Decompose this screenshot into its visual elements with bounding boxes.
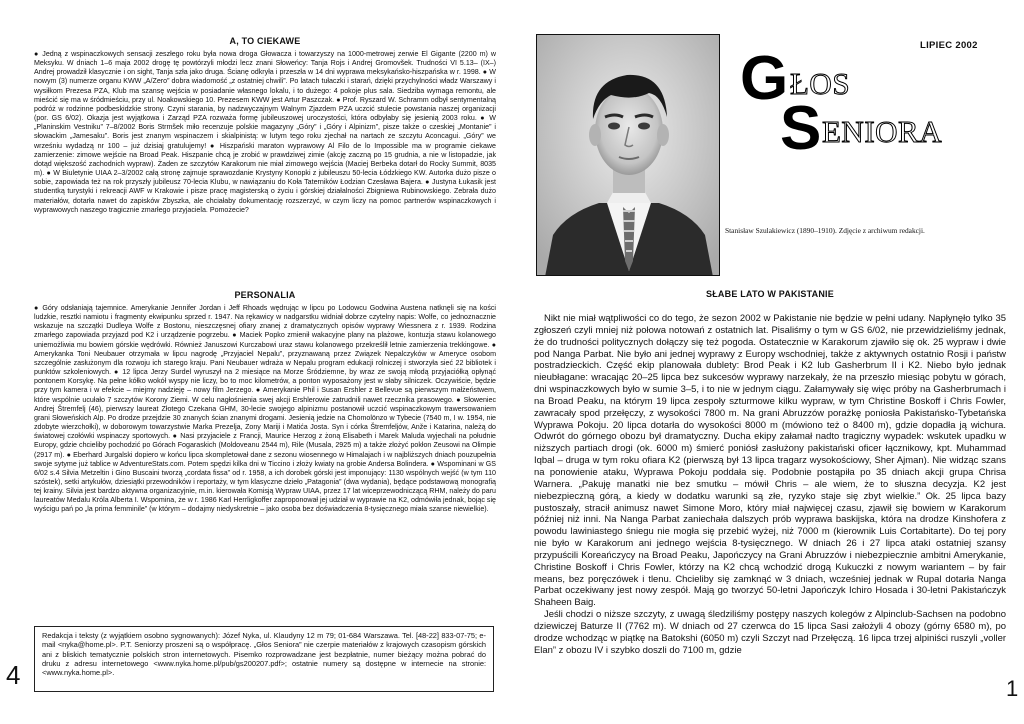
masthead-word-eniora: ENIORA	[822, 114, 943, 149]
section-a-to-ciekawe	[34, 36, 496, 215]
portrait-photo	[536, 34, 720, 276]
masthead-word-los: ŁOS	[790, 66, 851, 101]
pakistan-paragraph-2: Jeśli chodzi o niższe szczyty, z uwagą śledziliśmy postępy naszych kolegów z Alpinclub-Sachsen na podobno dziewiczej Baturze II (7762 m). W dniach od 27 czerwca do 15 lipca Sasi założyli 4 obozy (górny 6580 m), po drodze wchodząc w piątkę na Batokshi (6050 m) czyli Szczyt nad Przełęczą. 16 lipca trzej alpiniści ruszyli „voller Elan” z obozu IV i szybko doszli do 7100 m, gdzie	[534, 609, 1006, 656]
section-body-ciekawe: ● Jedną z wspinaczkowych sensacji zeszłego roku była nowa droga Głowacza i towarzyszy na 1000-metrowej zerwie El Gigante (2200 m) w Meksyku. W dniach 1–6 maja 2002 drogę tę powtórzyli młodzi lecz znani Słoweńcy: Tanja Rojs i Andrej Gromovšek. Trudności VI 5.13– (IX–) Andrej prowadził klasycznie i on sight, Tanja szła jako druga. Ścianę odkryła i przeszła w 14 dni wyprawa meksykańsko-hiszpańska w r. 1998. ● W nowym (3) numerze organu KWW „A/Zero” dobra wiadomość „z ostatniej chwili”. Po latach tułaczki i starań, dzięki przychylności władz Warszawy i wysiłkom Prezesa PZA, Klub ma szansę wejścia w posiadanie własnego lokalu, i to dużego: 4 pokoje plus sala. Siedziba wymaga remontu, ale mieścić się ma w śródmieściu, przy ul. Noakowskiego 10. Prezesem KWW jest Artur Paszczak. ● Prof. Ryszard W. Schramm odbył sentymentalną podróż w rodzinne podbeskidzkie strony. Czyni starania, by nadzwyczajnym Walnym Zjazdem PZA uczcić stulecie powstania naszej organizacji (por. GS 6/02). Okazja jest wyjątkowa i Zarząd PZA rozważa formę jubileuszowej uroczystości, która odbyłaby się jesienią 2003 roku. ● W „Planinskim Vestniku” 7–8/2002 Boris Strmšek miło recenzuje polskie magazyny „Góry” i „Góry i Alpinizm”, pisze także o czeskiej „Montanie” i słowackim „Jamesaku”. Boris jest znanym wspinaczem i skialpinistą: w lutym tego roku zjechał na nartach ze szczytu Aconcagui. „Góry” we wrześniu wydadzą nr 100 – już dzisiaj gratulujemy! ● Hiszpański maraton wyprawowy Al Filo de lo Impossible ma w programie ciekawe zamierzenie: zimowe wejście na Broad Peak. Hiszpanie chcą je zrobić w prawdziwej zimie (akcję zaczną po 15 grudnia, a nie w listopadzie, jak dotąd większość zachodnich wypraw). Żaden ze szczytów Karakorum nie miał zimowego wejścia (Maciej Berbeka dotarł do Rocky Summit, 8035 m). ● W Biuletynie UIAA 2–3/2002 całą stronę zajmuje sprawozdanie Krystyny Konopki z jubileuszu 50-lecia Łódzkiego KW. Autorka dużo pisze o sobie, zapowiada też na rok przyszły jubileusz 70-lecia Klubu, w nawiązaniu do Koła Taterników Łodzian Czesława Bajera. ● Justyna Łukasik jest studentką turystyki i rekreacji AWF w Krakowie i pisze pracę magisterską o życiu i górskiej działalności Zbigniewa Rubinowskiego. Zebrała dużo materiałów, dotarła nawet do zapisków Zbyszka, ale chciałaby dokumentację rozszerzyć, w czym liczy na pomoc partnerów wspinaczkowych i wyprawowych naszego tragicznie zmarłego przyjaciela. Pomożecie?	[34, 50, 496, 214]
right-page	[512, 0, 1024, 724]
section-heading-ciekawe: A, TO CIEKAWE	[229, 36, 301, 46]
section-slabe-lato-w-pakistanie	[534, 289, 1006, 656]
portrait-illustration	[537, 35, 720, 276]
section-personalia	[34, 290, 496, 515]
pakistan-paragraph-1: Nikt nie miał wątpliwości co do tego, że sezon 2002 w Pakistanie nie będzie w pełni udany. Napłynęło tylko 35 zgłoszeń czyli mniej niż połowa notowań z ostatnich lat. Pisaliśmy o tym w GS 6/02, nie przewidzieliśmy jednak, że do trudności politycznych dołączy się też pogoda. Ostatecznie w Karakorum zjawiło się ok. 25 wypraw i dwie pod Nanga Parbat. Nie było ani jednej wyprawy z Europy wschodniej, także z aktywnych ostatnio Rosji i państw postradzieckich. Część ekip planowała dublety: Brod Peak i K2 lub Gasherbrum II i K2. Niebo było jednak nieubłagane: wracając 20–25 lipca bez sukcesów wyprawy narzekały, że na przeszło miesiąc pobytu w górach, dni wspinaczkowych było w sumie 3–5, i to nie w jednym ciągu. Załamywały się więc próby na Gasherbrumach i na Broad Peaku, na którym 19 lipca zespoły szturmowe kilku wypraw, w tym Christine Boskoff i Chris Fowler, zawracały spod przełęczy, z wysokości 7800 m. Na grani Abruzzów porażkę poniosła Pakistańsko-Tybetańska Wyprawa Pokoju. 20 lipca dotarła do wysokości 8000 m (mówiono też o 8400 m), gdzie dopadła ją wichura. Odwrót do górnego obozu był dramatyczny. Ducha ekipy załamał nadto tragiczny wypadek: wskutek upadku w niższych partiach drogi (ok. 6000 m) śmierć poniósł zasłużony pakistański oficer łącznikowy, kpt. Muhammad Iqbal – druga w tym roku ofiara K2 (pierwszą był 13 lipca tragarz wysokościowy, Sher Ajman). Nie widząc szans na ponowienie ataku, Wyprawa Pokoju poddała się. Podobnie postąpiła po 35 dniach akcji grupa Chrisa Warnera. „Pakuję manatki nie bez smutku – mówił Chris – ale wiem, że to słuszna decyzja. K2 jest niebezpieczną górą, a kiedy w dodatku warunki są złe, ryzyko staje się zbyt wielkie.” Ok. 25 lipca bazy pustoszały, stracił animusz nawet Simone Moro, który miał najwięcej czasu, zjawił się bowiem w Karakorum później niż inni. Na Nanga Parbat zaniechała dalszych prób wyprawa baskijska, która na drodze Kinshofera z powodu lawiniastego śniegu nie mogła się przebić wyżej, niż 7000 m (kierownik Luis Cortabitarte). Do tej pory nie było w Karakorum ani jednego wejścia 8-tysięcznego. W dniach 26 i 27 lipca ataki ostatniej szansy przypuścili Koreańczycy na Broad Peaku, Japończycy na Grani Abruzzów i niebezpiecznie ambitni Amerykanie, Christine Boskoff i Chris Fowler, którzy na K2 chcą wchodzić drogą Kukuczki z nowym wariantem – by fair means, bez poręczówek i tlenu. Chcieliby się zamknąć w 3 dniach, wcześniej jednak w Rupal dotarła Nanga Parbat oczekiwany jest nowy zespół. Mają go tworzyć 50-letni Japończyk Ichiro Hosada i 30-letni Pakistańczyk Shaheen Baig.	[534, 313, 1006, 609]
page-number-left: 4	[6, 660, 21, 690]
section-body-pakistan	[534, 313, 1006, 656]
photo-caption: Stanisław Szulakiewicz (1890–1910). Zdjęcie z archiwum redakcji.	[725, 226, 925, 235]
masthead-letter-g: G	[740, 44, 789, 113]
editorial-info-box: Redakcja i teksty (z wyjątkiem osobno sygnowanych): Józef Nyka, ul. Klaudyny 12 m 79; 01-684 Warszawa. Tel. [48-22] 833-07-75; e-mail <nyka@home.pl>. P.T. Seniorzy proszeni są o współpracę. „Głos Seniora” nie czerpie materiałów z krajowych czasopism górskich ani z bliskich tematycznie polskich stron internetowych. Pisemko rozprowadzane jest bezpłatnie, numer bieżący można pobrać do druku z adresu internetowego <www.nyka.home.pl/pub/gs200207.pdf>; ostatnie numery są dostępne w internecie na stronie: <www.nyka.home.pl>.	[34, 626, 494, 692]
issue-date: LIPIEC 2002	[920, 40, 978, 51]
section-heading-personalia: PERSONALIA	[234, 290, 296, 300]
page-number-right: 1	[1006, 676, 1019, 701]
section-body-personalia: ● Góry odsłaniają tajemnice. Amerykanie Jennifer Jordan i Jeff Rhoads wędrując w lipcu po Lodowcu Godwina Austena natknęli się na kości ludzkie, resztki namiotu i fragmenty ekwipunku sprzed r. 1947. Na rękawicy w nadgarstku widniał dobrze czytelny napis: Wolfe, co jednoznacznie wskazuje na szczątki Dudleya Wolfe z Bostonu, nieszczęsnej ofiary znanej z dramatycznych opisów wyprawy Wiessnera z r. 1939. Rodzina zmarłego zapowiada przyjazd pod K2 i urządzenie pogrzebu. ● Maciek Popko zmienił wakacyjne plany na plażowe, kontuzja stawu kolanowego uniemożliwia mu bowiem górskie wędrówki. Również Januszowi Kurczabowi uraz stawu kolanowego przekreślił letnie zamierzenia trekkingowe. ● Amerykanka Toni Neubauer otrzymała w lipcu nagrodę „Przyjaciel Nepalu”, przyznawaną przez Związek Nepalczyków w Ameryce osobom szczególnie zasłużonym dla rozwoju ich starego kraju. Pani Neubauer wdraża w Nepalu program edukacji rolniczej i stworzyła sieć 22 bibliotek i punktów szkoleniowych. ● 12 lipca Jerzy Surdel wyruszył na 2 miesiące na Morze Śródziemne, by wraz ze swoją młodą przyjaciółką opłynąć pontonem Korsykę. Na pełne kółko wokół wyspy nie liczy, bo to moc kilometrów, a ponton wyposażony jest w słaby silniczek. Oczywiście, będzie przy tym kamera i w efekcie – miejmy nadzieję – nowy film Jerzego. ● Amerykanie Phil i Susan Ershler z Bellevue są pierwszym małżeństwem, które wspólnie ucułało 7 szczytów Korony Ziemi. W celu nagłośnienia swej akcji Ershlerowie zatrudnili nawet rzecznika prasowego. ● Słoweniec Andrej Štremfelj (46), pierwszy laureat Złotego Czekana GHM, 30-lecie swojego alpinizmu postanowił uczcić wspinaczkowym trawersowaniem grani Słoweńskich Alp. Po drodze przejdzie 30 znanych ścian znanymi drogami. Jesienią jedzie na Chomolönzo w Tybecie (7540 m, I w. 1954, nie zdobyte wierzchołki), w doborowym towarzystwie Marka Prezelja, Zony Mariji i Matića Josta. Syn i córka Štremfeljów, Anže i Katarina, należą do światowej czołówki wspinaczy sportowych. ● Nasi przyjaciele z Francji, Maurice Herzog z żoną Elisabeth i Marek Maluda wyjechali na południe Europy, gdzie chcieliby pochodzić po Górach Fogaraskich (Moldoveanu 2544 m), Rile (Musala, 2925 m) a także złożyć pokłon Zeusowi na Olimpie (2917 m). ● Eberhard Jurgalski dopiero w końcu lipca skompletował dane z sezonu wiosennego w Himalajach i w najbliższych dniach pouzupełnia swoje sytyme już tablice w AdventureStats.com. Potem spędzi kilka dni w Ticcino i złoży kwiaty na grobie Andersa Bolindera. ● Wspominani w GS 6/02 s.4 Silvia Metzeltin i Gino Buscaini tworzą „cordata fissa” od r. 1958, a ich dorobek górski jest imponujący: 1130 wspólnych wejść (w tym 110 szóstek), setki artykułów, dziesiątki przewodników i reportaży, w tym klasyczne dzieło „Patagonia” (dwa wydania), będące podstawową monografią tej krainy. Silvia jest bardzo aktywna organizacyjnie, m.in. kierowała Komisją Wypraw UIAA, przez 17 lat wiceprzewodniczącą RHM, należy do paru laureatów Medalu Króla Alberta I. Wspomina, że w r. 1986 Karl Herrligkoffer zaproponował jej udział w wyprawie na K2, odmówiła jednak, bojąc się wyścigu pań po „la prima femminile” (w którym – dodajmy niedyskretnie – jako osoba bez doświadczenia 8-tysięcznego miała szanse niewielkie).	[34, 304, 496, 514]
masthead-letter-s: S	[780, 94, 822, 163]
section-heading-pakistan: SŁABE LATO W PAKISTANIE	[706, 289, 834, 299]
